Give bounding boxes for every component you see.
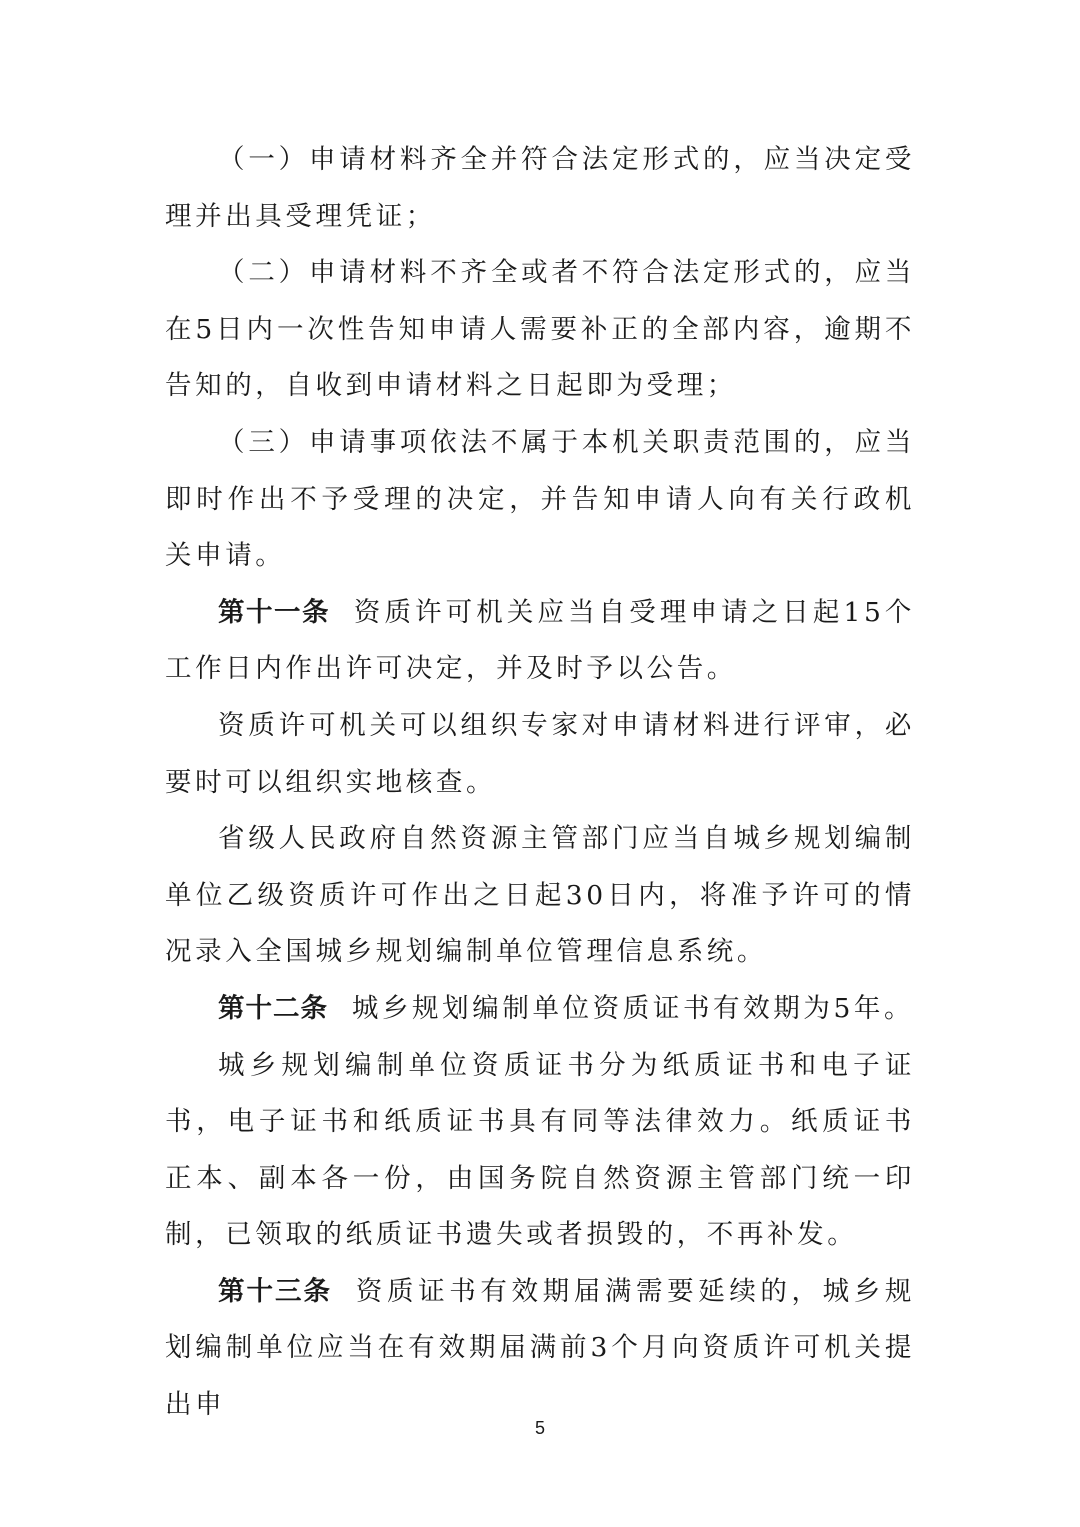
paragraph-text: 资质许可机关可以组织专家对申请材料进行评审，必要时可以组织实地核查。 — [165, 709, 915, 798]
paragraph-text: （一）申请材料齐全并符合法定形式的，应当决定受理并出具受理凭证； — [165, 144, 915, 232]
document-body — [165, 132, 915, 1434]
article-12-paragraph-2 — [165, 1038, 915, 1264]
article-11-paragraph-3 — [165, 811, 915, 981]
paragraph-item-1 — [165, 132, 915, 245]
paragraph-text: （三）申请事项依法不属于本机关职责范围的，应当即时作出不予受理的决定，并告知申请人向有关行政机关申请。 — [165, 426, 915, 572]
article-label: 第十二条 — [218, 992, 328, 1024]
article-label: 第十三条 — [218, 1275, 333, 1307]
article-12 — [165, 981, 915, 1038]
article-label: 第十一条 — [218, 596, 331, 628]
article-11-paragraph-2 — [165, 698, 915, 811]
article-13 — [165, 1264, 915, 1434]
paragraph-text: 城乡规划编制单位资质证书有效期为5年。 — [351, 992, 915, 1024]
paragraph-text: 城乡规划编制单位资质证书分为纸质证书和电子证书，电子证书和纸质证书具有同等法律效力。纸质证书正本、副本各一份，由国务院自然资源主管部门统一印制，已领取的纸质证书遗失或者损毁的，不再补发。 — [165, 1049, 915, 1251]
article-11 — [165, 585, 915, 698]
paragraph-text: 资质证书有效期届满需要延续的，城乡规划编制单位应当在有效期届满前3个月向资质许可机关提出申 — [165, 1275, 915, 1421]
paragraph-text: 资质许可机关应当自受理申请之日起15个工作日内作出许可决定，并及时予以公告。 — [165, 596, 916, 685]
page-number: 5 — [534, 1418, 545, 1438]
paragraph-item-2 — [165, 245, 915, 415]
paragraph-text: （二）申请材料不齐全或者不符合法定形式的，应当在5日内一次性告知申请人需要补正的全部内容，逾期不告知的，自收到申请材料之日起即为受理； — [165, 257, 915, 402]
paragraph-item-3 — [165, 415, 915, 585]
paragraph-text: 省级人民政府自然资源主管部门应当自城乡规划编制单位乙级资质许可作出之日起30日内，将准予许可的情况录入全国城乡规划编制单位管理信息系统。 — [165, 823, 915, 968]
